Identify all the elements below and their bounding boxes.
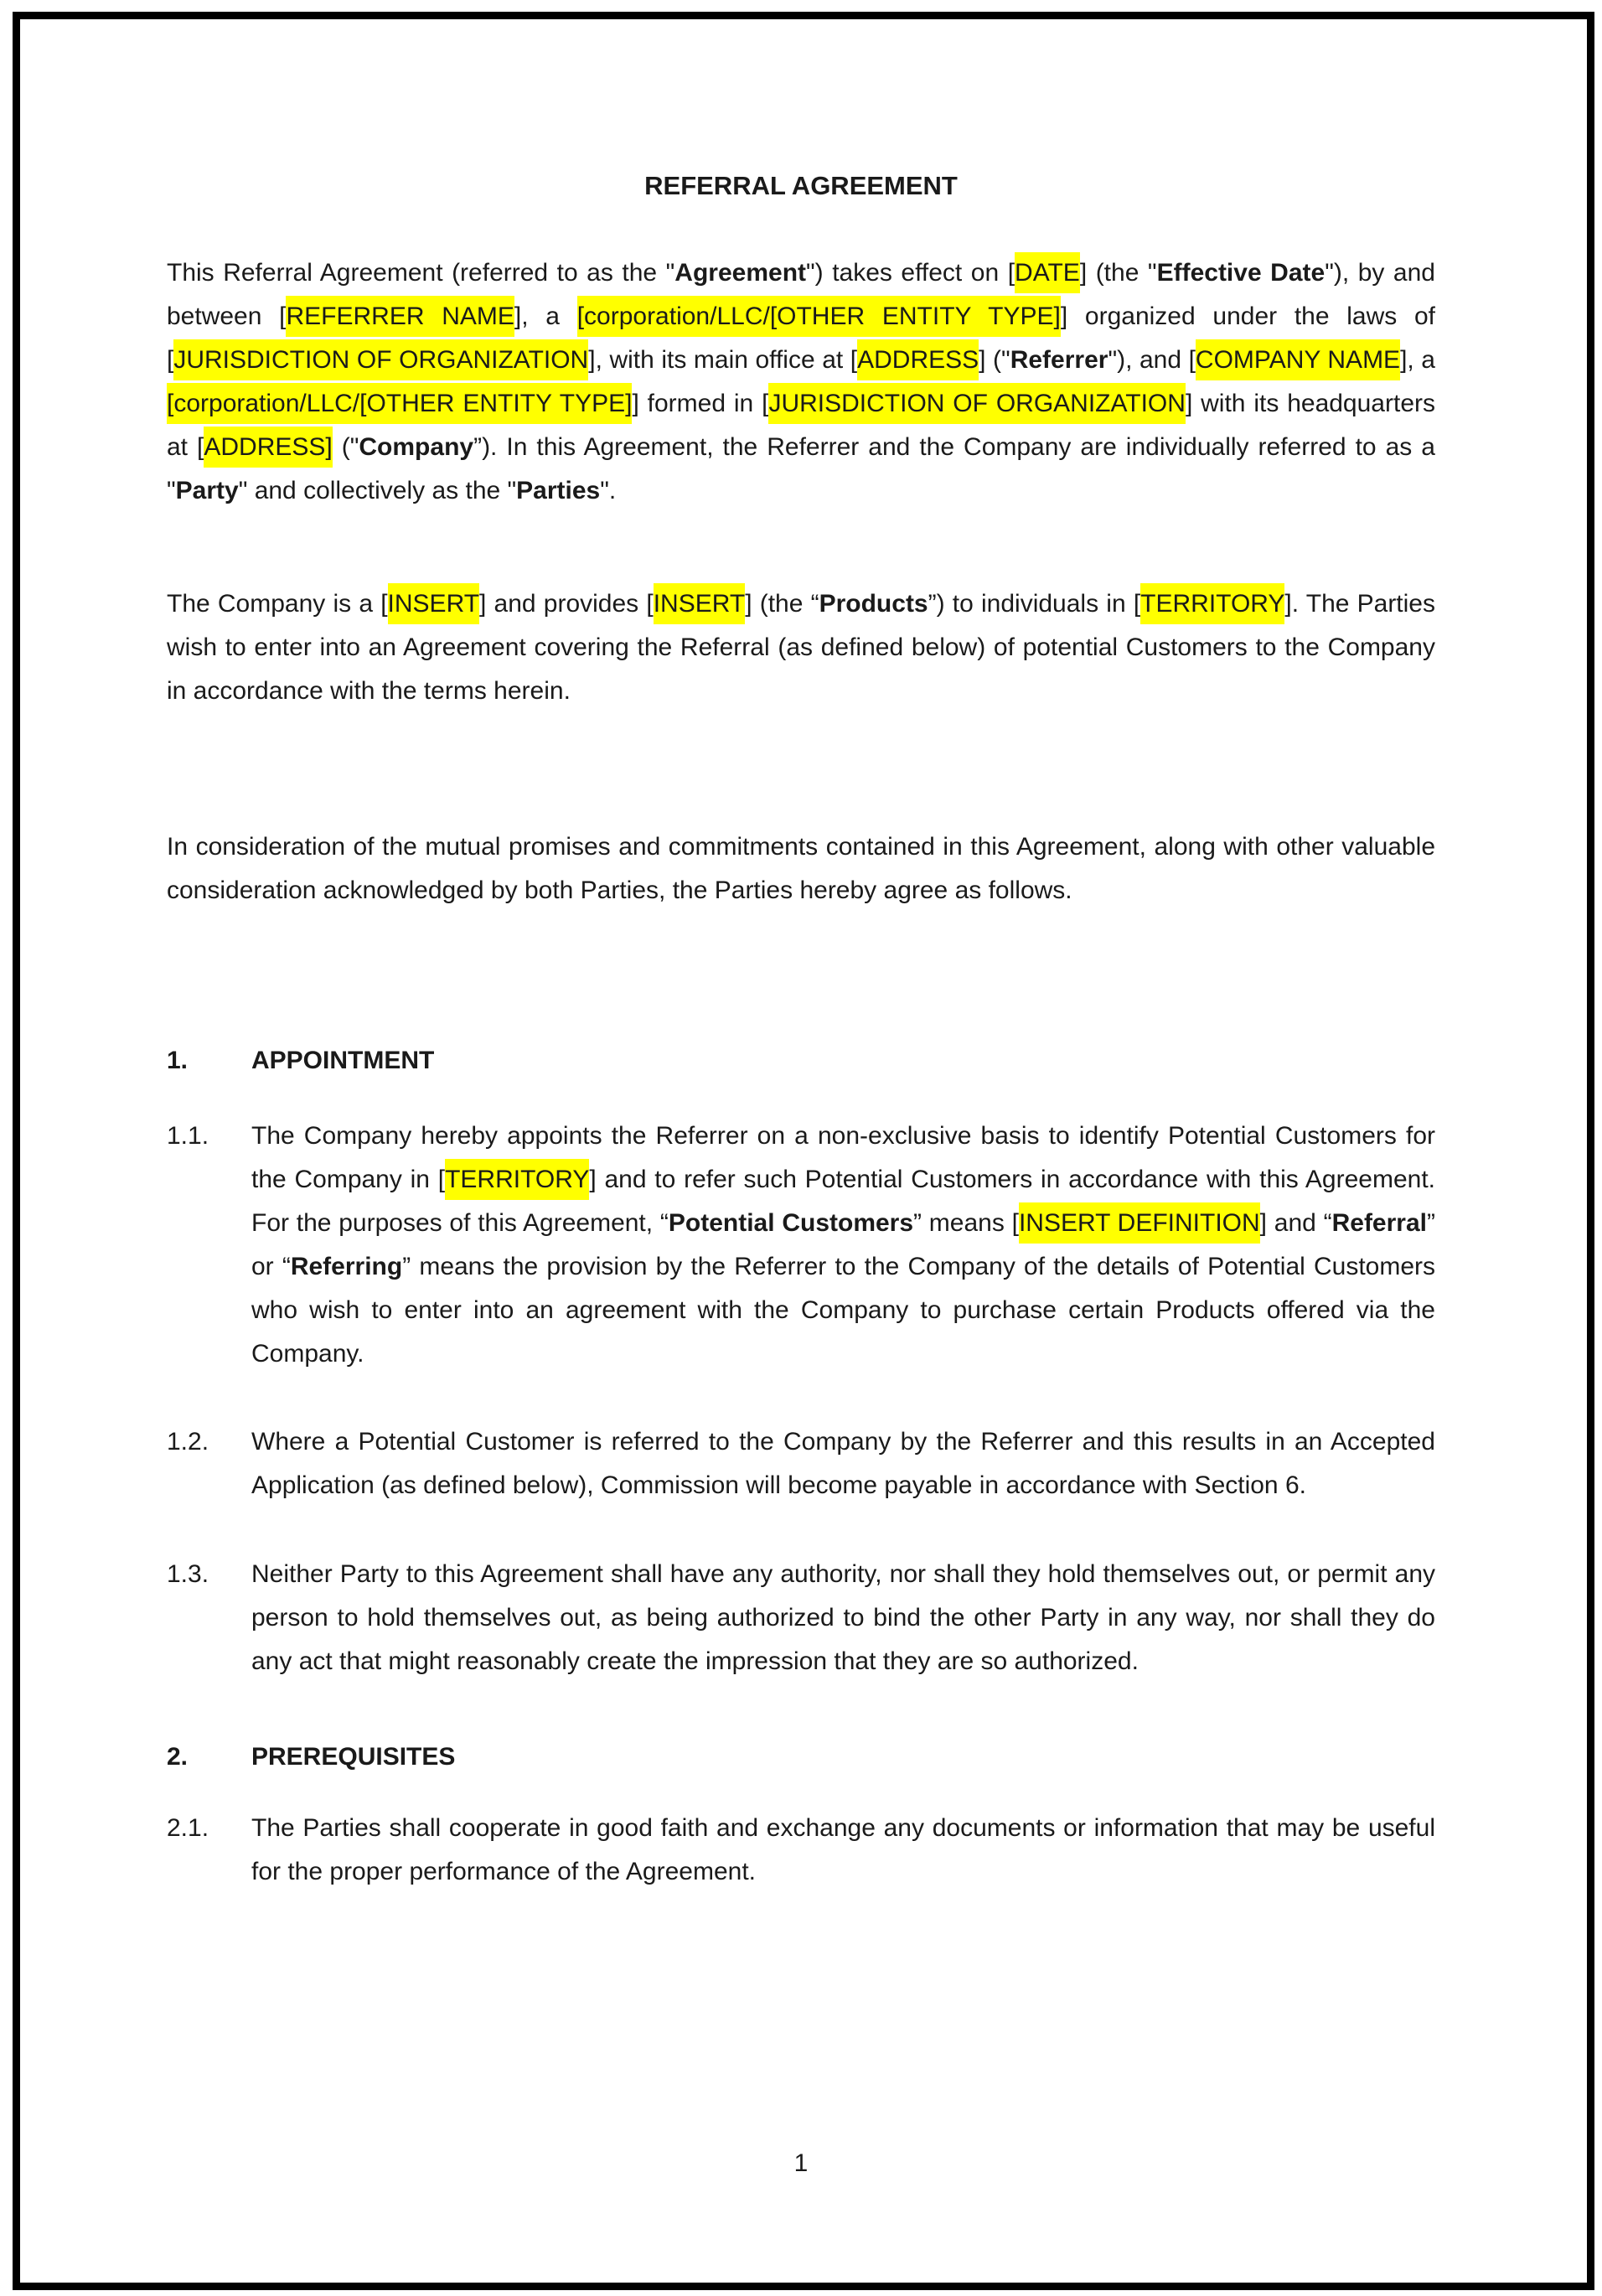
page-number: 1 — [793, 2149, 809, 2177]
clause-2-1-number: 2.1. — [167, 1814, 209, 1842]
defined-term: Referrer — [1010, 346, 1108, 374]
text-run: ” means the provision by the Referrer to the Company of the details of Potential Customers who wish to enter into an agreement with the Company to purchase certain Products offered via the Company. — [251, 1253, 1435, 1368]
defined-term: Party — [175, 477, 239, 504]
text-run: ], a — [514, 303, 577, 330]
placeholder-highlight: TERRITORY — [1140, 583, 1284, 624]
text-run: (" — [332, 433, 359, 461]
text-run: ] and “ — [1259, 1209, 1332, 1237]
text-run: ] (the " — [1079, 259, 1157, 287]
clause-1-2-number: 1.2. — [167, 1428, 209, 1456]
placeholder-highlight: [corporation/LLC/[OTHER ENTITY TYPE] — [577, 296, 1061, 337]
placeholder-highlight: INSERT — [654, 583, 745, 624]
clause-1-2 — [167, 1420, 1435, 1507]
clause-1-1-text — [251, 1122, 1435, 1368]
text-run: The Company is a [ — [167, 590, 388, 618]
text-run: "), and [ — [1108, 346, 1196, 374]
defined-term: Potential Customers — [668, 1209, 914, 1237]
placeholder-highlight: ADDRESS] — [204, 427, 332, 468]
paragraph-consideration — [167, 825, 1435, 913]
defined-term: Effective Date — [1156, 259, 1326, 287]
defined-term: Parties — [516, 477, 601, 504]
text-run: "), by and between [ — [167, 259, 1435, 330]
clause-1-3 — [167, 1553, 1435, 1683]
defined-term: Referring — [290, 1253, 403, 1280]
text-run: " and collectively as the " — [238, 477, 517, 504]
text-run: The Parties shall cooperate in good faith and exchange any documents or information that may be useful for the proper performance of the Agreement. — [251, 1814, 1435, 1885]
text-run: The Company hereby appoints the Referrer on a non-exclusive basis to identify Potential Customers for the Company in [ — [251, 1122, 1435, 1193]
defined-term: Products — [819, 590, 928, 618]
placeholder-highlight: JURISDICTION OF ORGANIZATION — [173, 339, 588, 380]
text-run: ”). In this Agreement, the Referrer and the Company are individually referred to as a " — [167, 433, 1435, 504]
paragraph-company-description — [167, 582, 1435, 713]
clause-2-1-text — [251, 1814, 1435, 1885]
placeholder-highlight: ADDRESS — [857, 339, 979, 380]
section-1-number: 1. — [167, 1047, 189, 1074]
text-run: ], a — [1400, 346, 1435, 374]
text-run: ". — [600, 477, 617, 504]
text-run: ] organized under the laws of [ — [167, 303, 1435, 374]
page-content — [167, 0, 1435, 1894]
text-run: ”) to individuals in [ — [928, 590, 1141, 618]
document-title: REFERRAL AGREEMENT — [644, 171, 958, 200]
section-1-title: APPOINTMENT — [251, 1047, 435, 1074]
text-run: ] with its headquarters at [ — [167, 390, 1435, 461]
placeholder-highlight: INSERT — [388, 583, 479, 624]
text-run: Neither Party to this Agreement shall have any authority, nor shall they hold themselves out, or permit any person to hold themselves out, as being authorized to bind the other Party in any way, nor shall they do any act that might reasonably create the impression that they are so authorized. — [251, 1560, 1435, 1675]
placeholder-highlight: COMPANY NAME — [1196, 339, 1400, 380]
placeholder-highlight: INSERT DEFINITION — [1019, 1202, 1260, 1244]
text-run: ” or “ — [251, 1209, 1435, 1280]
paragraph-intro — [167, 251, 1435, 513]
placeholder-highlight: [corporation/LLC/[OTHER ENTITY TYPE] — [167, 383, 632, 424]
defined-term: Company — [359, 433, 474, 461]
section-2-number: 2. — [167, 1743, 189, 1771]
defined-term: Agreement — [674, 259, 807, 287]
clause-1-3-text — [251, 1560, 1435, 1675]
clause-1-1 — [167, 1114, 1435, 1376]
clause-1-2-text — [251, 1428, 1435, 1499]
placeholder-highlight: REFERRER NAME — [286, 296, 514, 337]
placeholder-highlight: DATE — [1015, 252, 1080, 293]
section-2-heading — [167, 1735, 1435, 1779]
text-run: This Referral Agreement (referred to as the " — [167, 259, 675, 287]
clause-1-3-number: 1.3. — [167, 1560, 209, 1588]
text-run: ] formed in [ — [632, 390, 769, 417]
section-1-heading — [167, 1039, 1435, 1083]
placeholder-highlight: TERRITORY — [445, 1159, 589, 1200]
text-run: ") takes effect on [ — [806, 259, 1015, 287]
section-2-title: PREREQUISITES — [251, 1743, 456, 1771]
clause-2-1 — [167, 1807, 1435, 1894]
placeholder-highlight: JURISDICTION OF ORGANIZATION — [768, 383, 1186, 424]
text-run: Where a Potential Customer is referred to the Company by the Referrer and this results in an Accepted Application (as defined below), Commission will become payable in accordance with Section 6. — [251, 1428, 1435, 1499]
text-run: ]. The Parties wish to enter into an Agreement covering the Referral (as defined below) of potential Customers to the Company in accordance with the terms herein. — [167, 590, 1435, 705]
text-run: ” means [ — [913, 1209, 1019, 1237]
text-run: ], with its main office at [ — [588, 346, 858, 374]
text-run: In consideration of the mutual promises and commitments contained in this Agreement, along with other valuable consideration acknowledged by both Parties, the Parties hereby agree as follows. — [167, 833, 1435, 904]
defined-term: Referral — [1331, 1209, 1427, 1237]
text-run: ] and provides [ — [479, 590, 654, 618]
clause-1-1-number: 1.1. — [167, 1122, 209, 1150]
text-run: ] (the “ — [745, 590, 819, 618]
text-run: ] and to refer such Potential Customers in accordance with this Agreement. For the purposes of this Agreement, “ — [251, 1166, 1435, 1237]
text-run: ] (" — [979, 346, 1010, 374]
